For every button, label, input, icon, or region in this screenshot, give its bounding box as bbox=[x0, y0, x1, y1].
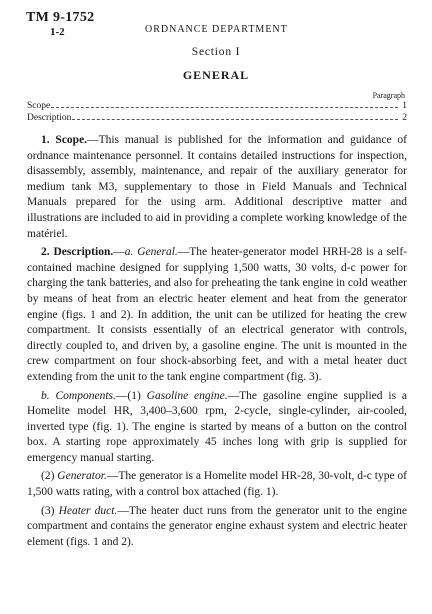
paragraph-heading: 1. Scope. bbox=[41, 134, 88, 146]
section-title: GENERAL bbox=[182, 68, 250, 82]
paragraph-text: —The heater-generator model HRH-28 is a self-contained machine designed for supplying 1,500 watts, 30 volts, d-c power for charging the tank batteries, and also for preheating the tank engine in cold weather by means of heat from an electric heater element and heat from the generator engine (figs. 1 and 2). In addition, the unit can be utilized for heating the crew compartment. It consists essentially of an electrical generator with controls, directly coupled to, and driven by, a gasoline engine. The unit is mounted in the crew compartment on four shock-absorbing feet, and with a metal heater duct extending from the unit to the tank engine compartment (fig. 3). bbox=[27, 246, 408, 383]
toc-title: Scope bbox=[27, 101, 51, 111]
body-text bbox=[27, 133, 407, 553]
item-heading: Heater duct. bbox=[58, 504, 118, 517]
toc-number: 2 bbox=[402, 113, 407, 123]
item-number: —(1) bbox=[115, 389, 141, 402]
paragraph-heading: 2. Description. bbox=[41, 246, 114, 259]
paragraph-scope bbox=[27, 133, 407, 242]
paragraph-range: 1-2 bbox=[50, 26, 65, 38]
tm-number: TM 9-1752 bbox=[26, 10, 95, 25]
paragraph-heater-duct bbox=[27, 504, 407, 551]
toc-row-scope bbox=[27, 101, 407, 113]
toc-leader-dots bbox=[51, 106, 398, 108]
paragraph-components bbox=[27, 389, 407, 467]
toc-column-label: Paragraph bbox=[372, 91, 405, 100]
paragraph-text: —This manual is published for the information and guidance of ordnance maintenance personnel. It contains detailed instructions for inspection, disassembly, assembly, maintenance, and repair of the auxiliary generator for medium tank M3, supplementary to those in Field Manuals and Technical Manuals prepared for the using arm. Additional descriptive matter and illustrations are included to aid in providing a complete working knowledge of the matériel. bbox=[27, 134, 407, 240]
toc-number: 1 bbox=[402, 101, 407, 111]
subparagraph-heading: b. Components. bbox=[41, 389, 116, 402]
section-label: Section I bbox=[191, 46, 241, 58]
paragraph-text: —The heater duct runs from the generator unit to the engine compartment and contains the generator engine exhaust system and electric heater element (figs. 1 and 2). bbox=[27, 504, 408, 548]
dash: — bbox=[113, 246, 125, 259]
running-head: ORDNANCE DEPARTMENT bbox=[145, 24, 288, 35]
item-heading: Generator. bbox=[57, 470, 107, 483]
paragraph-generator bbox=[27, 469, 407, 500]
toc-leader-dots bbox=[72, 118, 398, 120]
subparagraph-heading: a. General. bbox=[124, 246, 178, 259]
paragraph-description bbox=[27, 245, 407, 385]
item-heading: Gasoline engine. bbox=[146, 389, 228, 402]
toc-row-description bbox=[27, 113, 407, 125]
table-of-contents bbox=[27, 101, 407, 125]
paragraph-text: —The gasoline engine supplied is a Homelite model HR, 3,400–3,600 rpm, 2-cycle, single-cylinder, air-cooled, inverted type (fig. 1). The engine is started by means of a button on the control box. A starting rope approximately 45 inches long with grip is supplied for emergency manual starting. bbox=[27, 389, 408, 464]
paragraph-text: —The generator is a Homelite model HR-28, 30-volt, d-c type of 1,500 watts rating, with a control box attached (fig. 1). bbox=[27, 470, 408, 499]
toc-title: Description bbox=[27, 113, 72, 123]
item-number: (2) bbox=[41, 470, 55, 483]
item-number: (3) bbox=[41, 504, 55, 517]
